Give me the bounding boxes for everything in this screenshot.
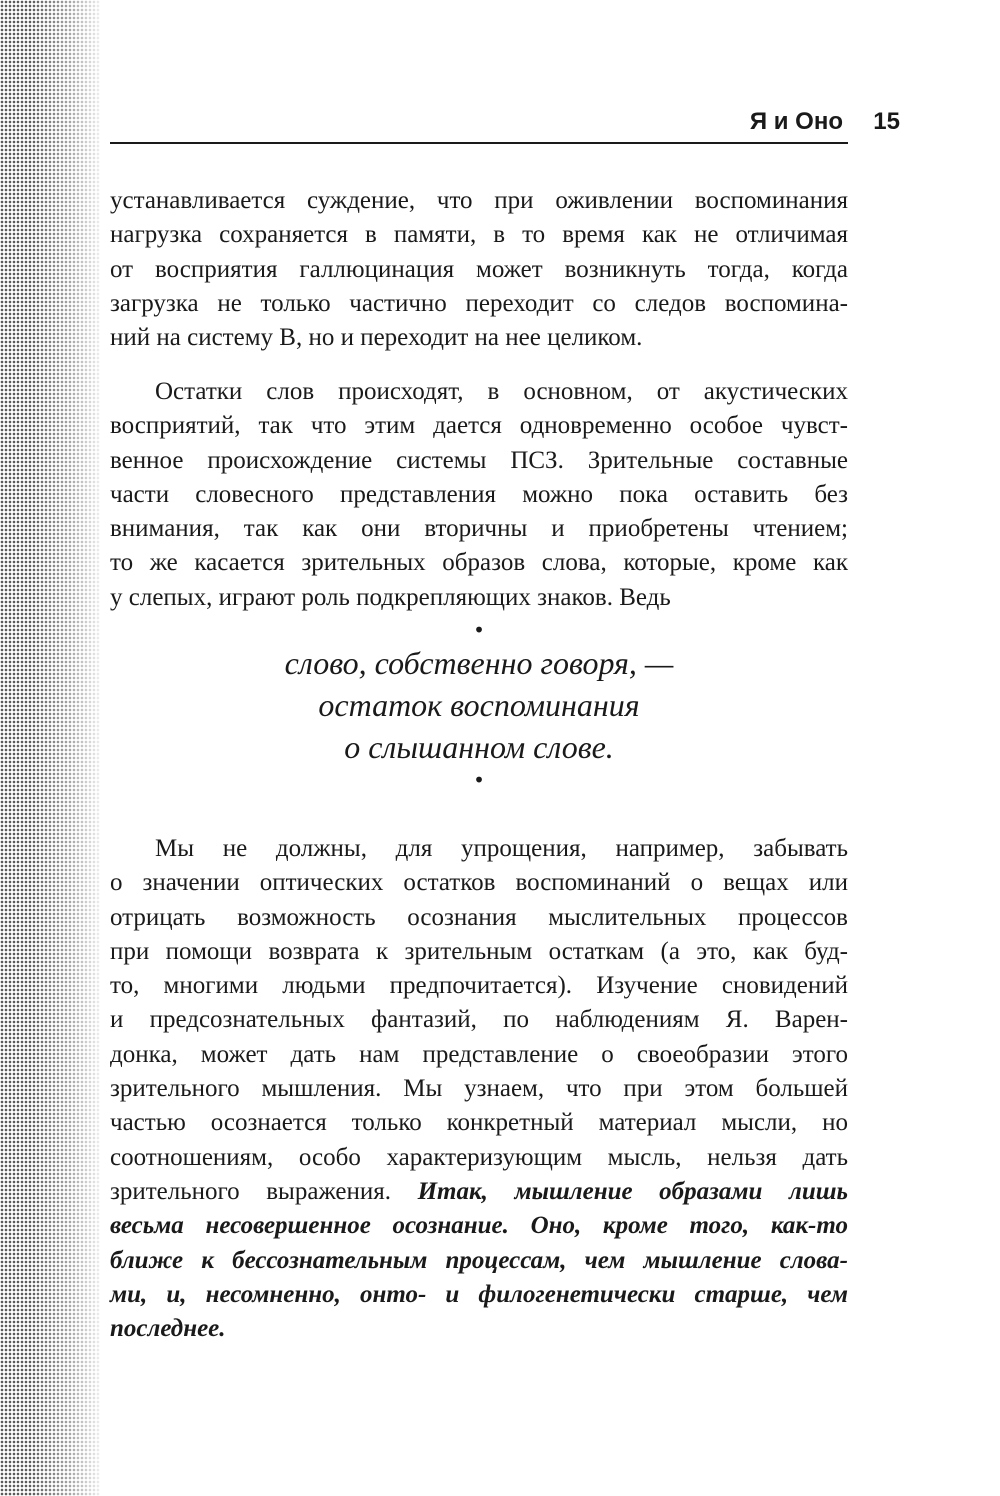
- text-line: устанавливается суждение, что при оживлении воспоминания: [110, 187, 848, 214]
- text-line: нагрузка сохраняется в памяти, в то время как не отличимая: [110, 221, 848, 249]
- text-line: донка, может дать нам представление о своеобразии этого: [110, 1040, 848, 1068]
- text-line: венное происхождение системы ПСЗ. Зрительные составные: [110, 446, 848, 474]
- bullet-top: •: [473, 618, 485, 642]
- bullet-bottom: •: [473, 768, 485, 792]
- paragraph-3: [110, 832, 848, 1346]
- text-line: внимания, так как они вторичны и приобретены чтением;: [110, 515, 848, 543]
- quote-line: о слышанном слове.: [344, 729, 614, 765]
- text-line: соотношениям, особо характеризующим мысль, нельзя дать: [110, 1143, 848, 1171]
- plain-text-segment: зрительного выражения.: [110, 1177, 418, 1205]
- emphasis-line: ми, и, несомненно, онто- и филогенетически старше, чем: [110, 1280, 848, 1308]
- text-line-mixed: [110, 1175, 848, 1209]
- text-line: то же касается зрительных образов слова, которые, кроме как: [110, 549, 848, 577]
- quote-line: слово, собственно говоря, —: [284, 645, 674, 681]
- page-number: 15: [873, 108, 900, 135]
- text-line: зрительного мышления. Мы узнаем, что при этом большей: [110, 1075, 848, 1103]
- halftone-margin-pattern: [0, 0, 100, 1496]
- emphasis-line: ближе к бессознательным процессам, чем мышление слова-: [110, 1246, 848, 1274]
- page-header: [110, 108, 900, 140]
- paragraph-2: [110, 375, 848, 615]
- running-title: Я и Оно: [749, 108, 843, 135]
- text-line: загрузка не только частично переходит со следов воспомина-: [110, 289, 848, 317]
- text-line: частью осознается только конкретный материал мысли, но: [110, 1109, 848, 1137]
- text-line: то, многими людьми предпочитается). Изучение сновидений: [110, 972, 848, 1000]
- text-line: восприятий, так что этим дается одновременно особое чувст-: [110, 412, 848, 440]
- text-line: от восприятия галлюцинация может возникнуть тогда, когда: [110, 255, 848, 283]
- text-line: Мы не должны, для упрощения, например, забывать: [155, 835, 848, 862]
- emphasis-line: последнее.: [110, 1315, 226, 1343]
- text-line: у слепых, играют роль подкрепляющих знаков. Ведь: [110, 583, 671, 611]
- emphasis-text-segment: Итак, мышление образами лишь: [417, 1177, 848, 1205]
- header-rule: [110, 142, 848, 144]
- emphasis-line: весьма несовершенное осознание. Оно, кроме того, как-то: [110, 1212, 848, 1240]
- quote-line: остаток воспоминания: [318, 687, 640, 723]
- pull-quote: [110, 618, 848, 792]
- paragraph-1: [110, 184, 848, 355]
- text-line: о значении оптических остатков воспоминаний о вещах или: [110, 869, 848, 897]
- text-line: и предсознательных фантазий, по наблюдениям Я. Варен-: [110, 1006, 848, 1034]
- text-line: отрицать возможность осознания мыслительных процессов: [110, 903, 848, 931]
- text-line: Остатки слов происходят, в основном, от акустических: [155, 378, 848, 405]
- text-line: ний на систему В, но и переходит на нее целиком.: [110, 324, 643, 352]
- text-line: части словесного представления можно пока оставить без: [110, 480, 848, 508]
- text-line: при помощи возврата к зрительным остаткам (а это, как буд-: [110, 937, 848, 965]
